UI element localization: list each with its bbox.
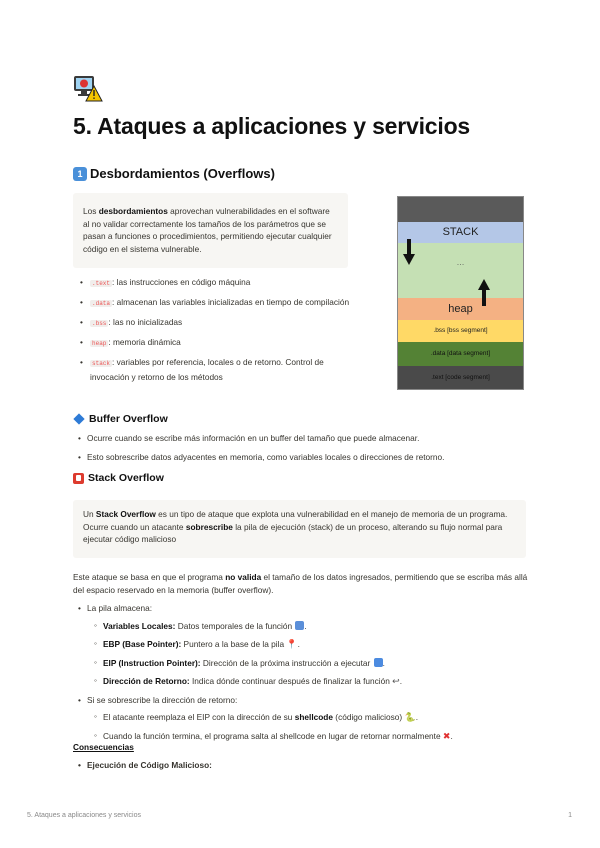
buffer-list bbox=[78, 432, 528, 469]
list-item-text: Si se sobrescribe la dirección de retorno: bbox=[87, 694, 238, 705]
list-item bbox=[80, 296, 350, 311]
inline-code: .bss bbox=[92, 320, 107, 327]
stack-overflow-heading bbox=[73, 472, 164, 484]
paragraph-text: el tamaño de los datos ingresados, permitiendo que se escriba más allá del espacio reservado en la memoria (buffer overflow). bbox=[73, 572, 528, 595]
arrow-up-icon bbox=[478, 279, 490, 306]
list-item bbox=[78, 694, 528, 743]
memo-icon bbox=[73, 473, 84, 484]
sublist-item: ◦ EBP (Base Pointer): Puntero a la base de la pila 📍. bbox=[94, 638, 528, 651]
callout-bold: desbordamientos bbox=[98, 206, 168, 216]
inline-code: stack bbox=[92, 360, 111, 367]
item-bold: shellcode bbox=[294, 712, 333, 722]
stack-segment: STACK bbox=[398, 222, 523, 243]
item-bold: Variables Locales: bbox=[103, 620, 176, 631]
list-item-text: La pila almacena: bbox=[87, 603, 153, 613]
list-item: • Ocurre cuando se escribe más información en un buffer del tamaño que puede almacenar. bbox=[78, 432, 528, 445]
item-text: Dirección de la próxima instrucción a ejecutar bbox=[200, 657, 371, 668]
repeat-icon bbox=[374, 658, 383, 667]
bss-segment: .bss [bss segment] bbox=[398, 320, 523, 342]
cross-icon: ✖ bbox=[442, 730, 451, 741]
stack-overflow-paragraph bbox=[73, 571, 528, 596]
heap-segment: heap bbox=[398, 298, 523, 320]
section-heading-overflows bbox=[73, 166, 275, 181]
item-text: Cuando la función termina, el programa salta al shellcode en lugar de retornar normalmente bbox=[103, 730, 441, 741]
memory-top-block bbox=[398, 197, 523, 222]
data-segment: .data [data segment] bbox=[398, 342, 523, 366]
keycap-one-icon: 1 bbox=[73, 167, 87, 181]
list-item bbox=[80, 336, 350, 351]
list-item-text: : almacenan las variables inicializadas en tiempo de compilación bbox=[112, 297, 350, 307]
list-item-text: : las no inicializadas bbox=[108, 317, 183, 327]
consecuencias-list bbox=[78, 760, 212, 770]
buffer-overflow-heading bbox=[73, 413, 168, 425]
pin-icon: 📍 bbox=[286, 639, 298, 649]
stack-details-list bbox=[78, 602, 528, 748]
memory-layout-diagram bbox=[397, 196, 524, 390]
callout-bold: sobrescribe bbox=[185, 521, 233, 532]
item-bold: EBP (Base Pointer): bbox=[103, 639, 182, 649]
free-space-segment: … bbox=[398, 243, 523, 298]
pila-sublist bbox=[94, 620, 528, 688]
section-heading-text: Desbordamientos (Overflows) bbox=[90, 166, 275, 181]
item-bold: Dirección de Retorno: bbox=[103, 676, 190, 686]
numbers-icon bbox=[295, 621, 304, 630]
callout-text: Los bbox=[83, 206, 99, 216]
list-item bbox=[80, 356, 350, 383]
callout-text: la pila de ejecución (stack) de un proceso, alterando su flujo normal para ejecutar código malicioso bbox=[83, 521, 503, 544]
sublist-item: ◦ Variables Locales: Datos temporales de la función . bbox=[94, 620, 528, 633]
paragraph-bold: no valida bbox=[225, 572, 262, 582]
retorno-sublist bbox=[94, 711, 528, 742]
sublist-item: ◦ EIP (Instruction Pointer): Dirección de la próxima instrucción a ejecutar . bbox=[94, 657, 528, 670]
callout-text: es un tipo de ataque que explota una vulnerabilidad en el manejo de memoria de un programa. Ocurre cuando un atacante bbox=[83, 509, 508, 532]
inline-code: .data bbox=[92, 300, 111, 307]
blue-diamond-icon bbox=[73, 413, 84, 424]
item-text: Puntero a la base de la pila bbox=[181, 639, 285, 649]
list-item-text: : variables por referencia, locales o de retorno. Control de invocación y retorno de los métodos bbox=[90, 357, 324, 382]
item-text: El atacante reemplaza el EIP con la dirección de su bbox=[103, 712, 295, 722]
list-item-text: : las instrucciones en código máquina bbox=[112, 277, 251, 287]
overflow-callout bbox=[73, 193, 348, 268]
footer-title: 5. Ataques a aplicaciones y servicios bbox=[27, 812, 142, 819]
callout-bold: Stack Overflow bbox=[95, 509, 156, 519]
item-text: Indica dónde continuar después de finalizar la función bbox=[189, 676, 390, 686]
list-item bbox=[78, 602, 528, 688]
list-item-text: : memoria dinámica bbox=[108, 337, 181, 347]
segment-list bbox=[80, 276, 350, 389]
arrow-down-icon bbox=[403, 239, 415, 265]
inline-code: .text bbox=[92, 280, 111, 287]
paragraph-text: Este ataque se basa en que el programa bbox=[73, 572, 226, 582]
sublist-item: ◦ El atacante reemplaza el EIP con la dirección de su shellcode (código malicioso) 🐍. bbox=[94, 711, 528, 724]
return-arrow-icon: ↩ bbox=[392, 676, 400, 686]
page-title: 5. Ataques a aplicaciones y servicios bbox=[73, 113, 471, 139]
page-number: 1 bbox=[568, 812, 572, 819]
list-item: • Esto sobrescribe datos adyacentes en memoria, como variables locales o direcciones de retorno. bbox=[78, 451, 528, 464]
sublist-item: ◦ Dirección de Retorno: Indica dónde continuar después de finalizar la función ↩. bbox=[94, 675, 528, 688]
heading-text: Buffer Overflow bbox=[89, 413, 168, 425]
callout-text: aprovechan vulnerabilidades en el software al no validar correctamente los tamaños de los parámetros que se pasan a funciones o procedimientos, permitiendo ejecutar cualquier código en el sistema vulnerable. bbox=[83, 206, 332, 254]
text-segment: .text [code segment] bbox=[398, 366, 523, 389]
inline-code: heap bbox=[92, 340, 107, 347]
list-item bbox=[80, 316, 350, 331]
item-text: Datos temporales de la función bbox=[175, 620, 293, 631]
item-text: (código malicioso) bbox=[333, 712, 403, 722]
sublist-item: ◦ Cuando la función termina, el programa salta al shellcode en lugar de retornar normalmente ✖. bbox=[94, 730, 528, 743]
callout-text: Un bbox=[83, 509, 96, 519]
consecuencias-heading: Consecuencias bbox=[73, 742, 134, 752]
snake-icon: 🐍 bbox=[404, 712, 416, 722]
heading-text: Stack Overflow bbox=[88, 472, 164, 484]
list-item: • Ejecución de Código Malicioso: bbox=[78, 760, 212, 770]
stack-overflow-callout bbox=[73, 500, 526, 558]
list-item bbox=[80, 276, 350, 291]
item-bold: EIP (Instruction Pointer): bbox=[103, 657, 201, 668]
computer-warning-icon bbox=[73, 75, 103, 103]
